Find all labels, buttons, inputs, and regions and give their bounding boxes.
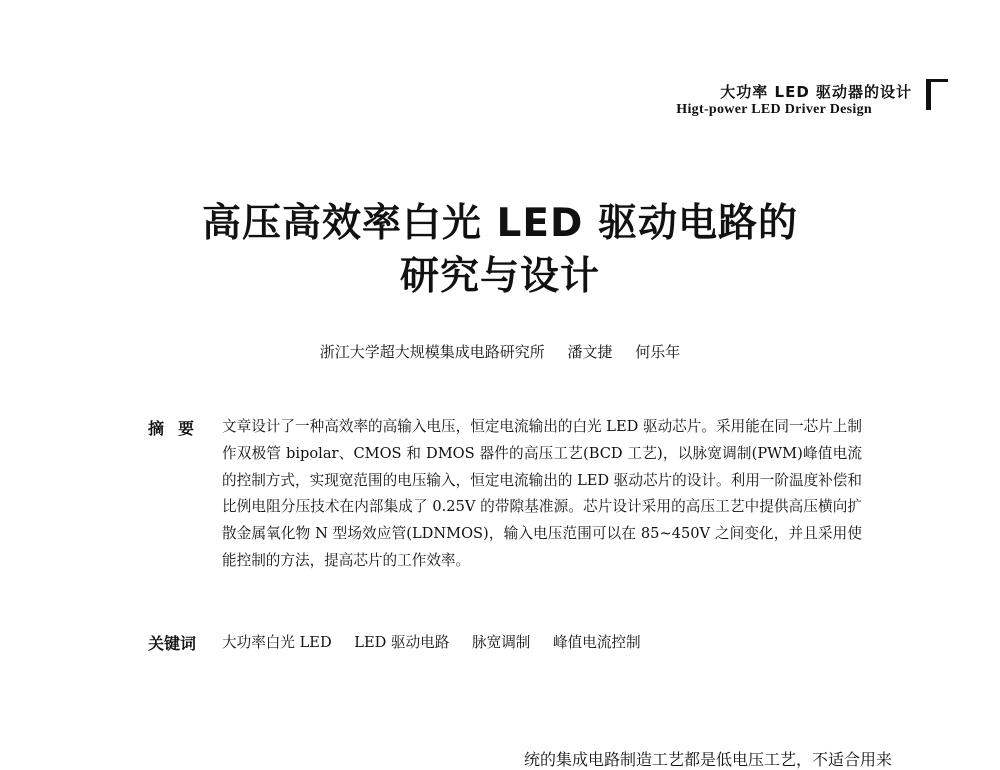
keyword-2: LED 驱动电路 [354, 634, 450, 651]
keyword-4: 峰值电流控制 [553, 634, 641, 651]
abstract-label: 摘要 [148, 419, 209, 438]
author-1: 潘文捷 [567, 343, 613, 361]
byline [0, 341, 1000, 362]
abstract-text: 文章设计了一种高效率的高输入电压，恒定电流输出的白光 LED 驱动芯片。采用能在同一芯片上制作双极管 bipolar、CMOS 和 DMOS 器件的高压工艺(BCD 工艺)，以脉宽调制(PWM)峰值电流的控制方式，实现宽范围的电压输入，恒定电流输出的 LED 驱动芯片的设计。利用一阶温度补偿和比例电阻分压技术在内部集成了 0.25V 的带隙基准源。芯片设计采用的高压工艺中提供高压横向扩散金属氧化物 N 型场效应管(LDNMOS)，输入电压范围可以在 85~450V 之间变化，并且采用使能控制的方法，提高芯片的工作效率。 [222, 418, 862, 569]
running-header-english: Higt-power LED Driver Design [676, 102, 872, 117]
keyword-1: 大功率白光 LED [222, 634, 332, 651]
article-title [0, 197, 1000, 303]
body-text-continuation: 统的集成电路制造工艺都是低电压工艺，不适合用来 [524, 750, 893, 769]
running-header-chinese: 大功率 LED 驱动器的设计 [720, 83, 912, 101]
header-corner-bar [926, 79, 931, 110]
title-line-2: 研究与设计 [399, 254, 600, 299]
keywords-label: 关键词 [148, 634, 197, 653]
keywords-list [222, 631, 659, 652]
author-2: 何乐年 [635, 343, 681, 361]
keyword-3: 脉宽调制 [472, 634, 531, 651]
affiliation: 浙江大学超大规模集成电路研究所 [319, 343, 545, 361]
header-corner-rule [926, 79, 948, 82]
title-line-1: 高压高效率白光 LED 驱动电路的 [201, 201, 799, 246]
